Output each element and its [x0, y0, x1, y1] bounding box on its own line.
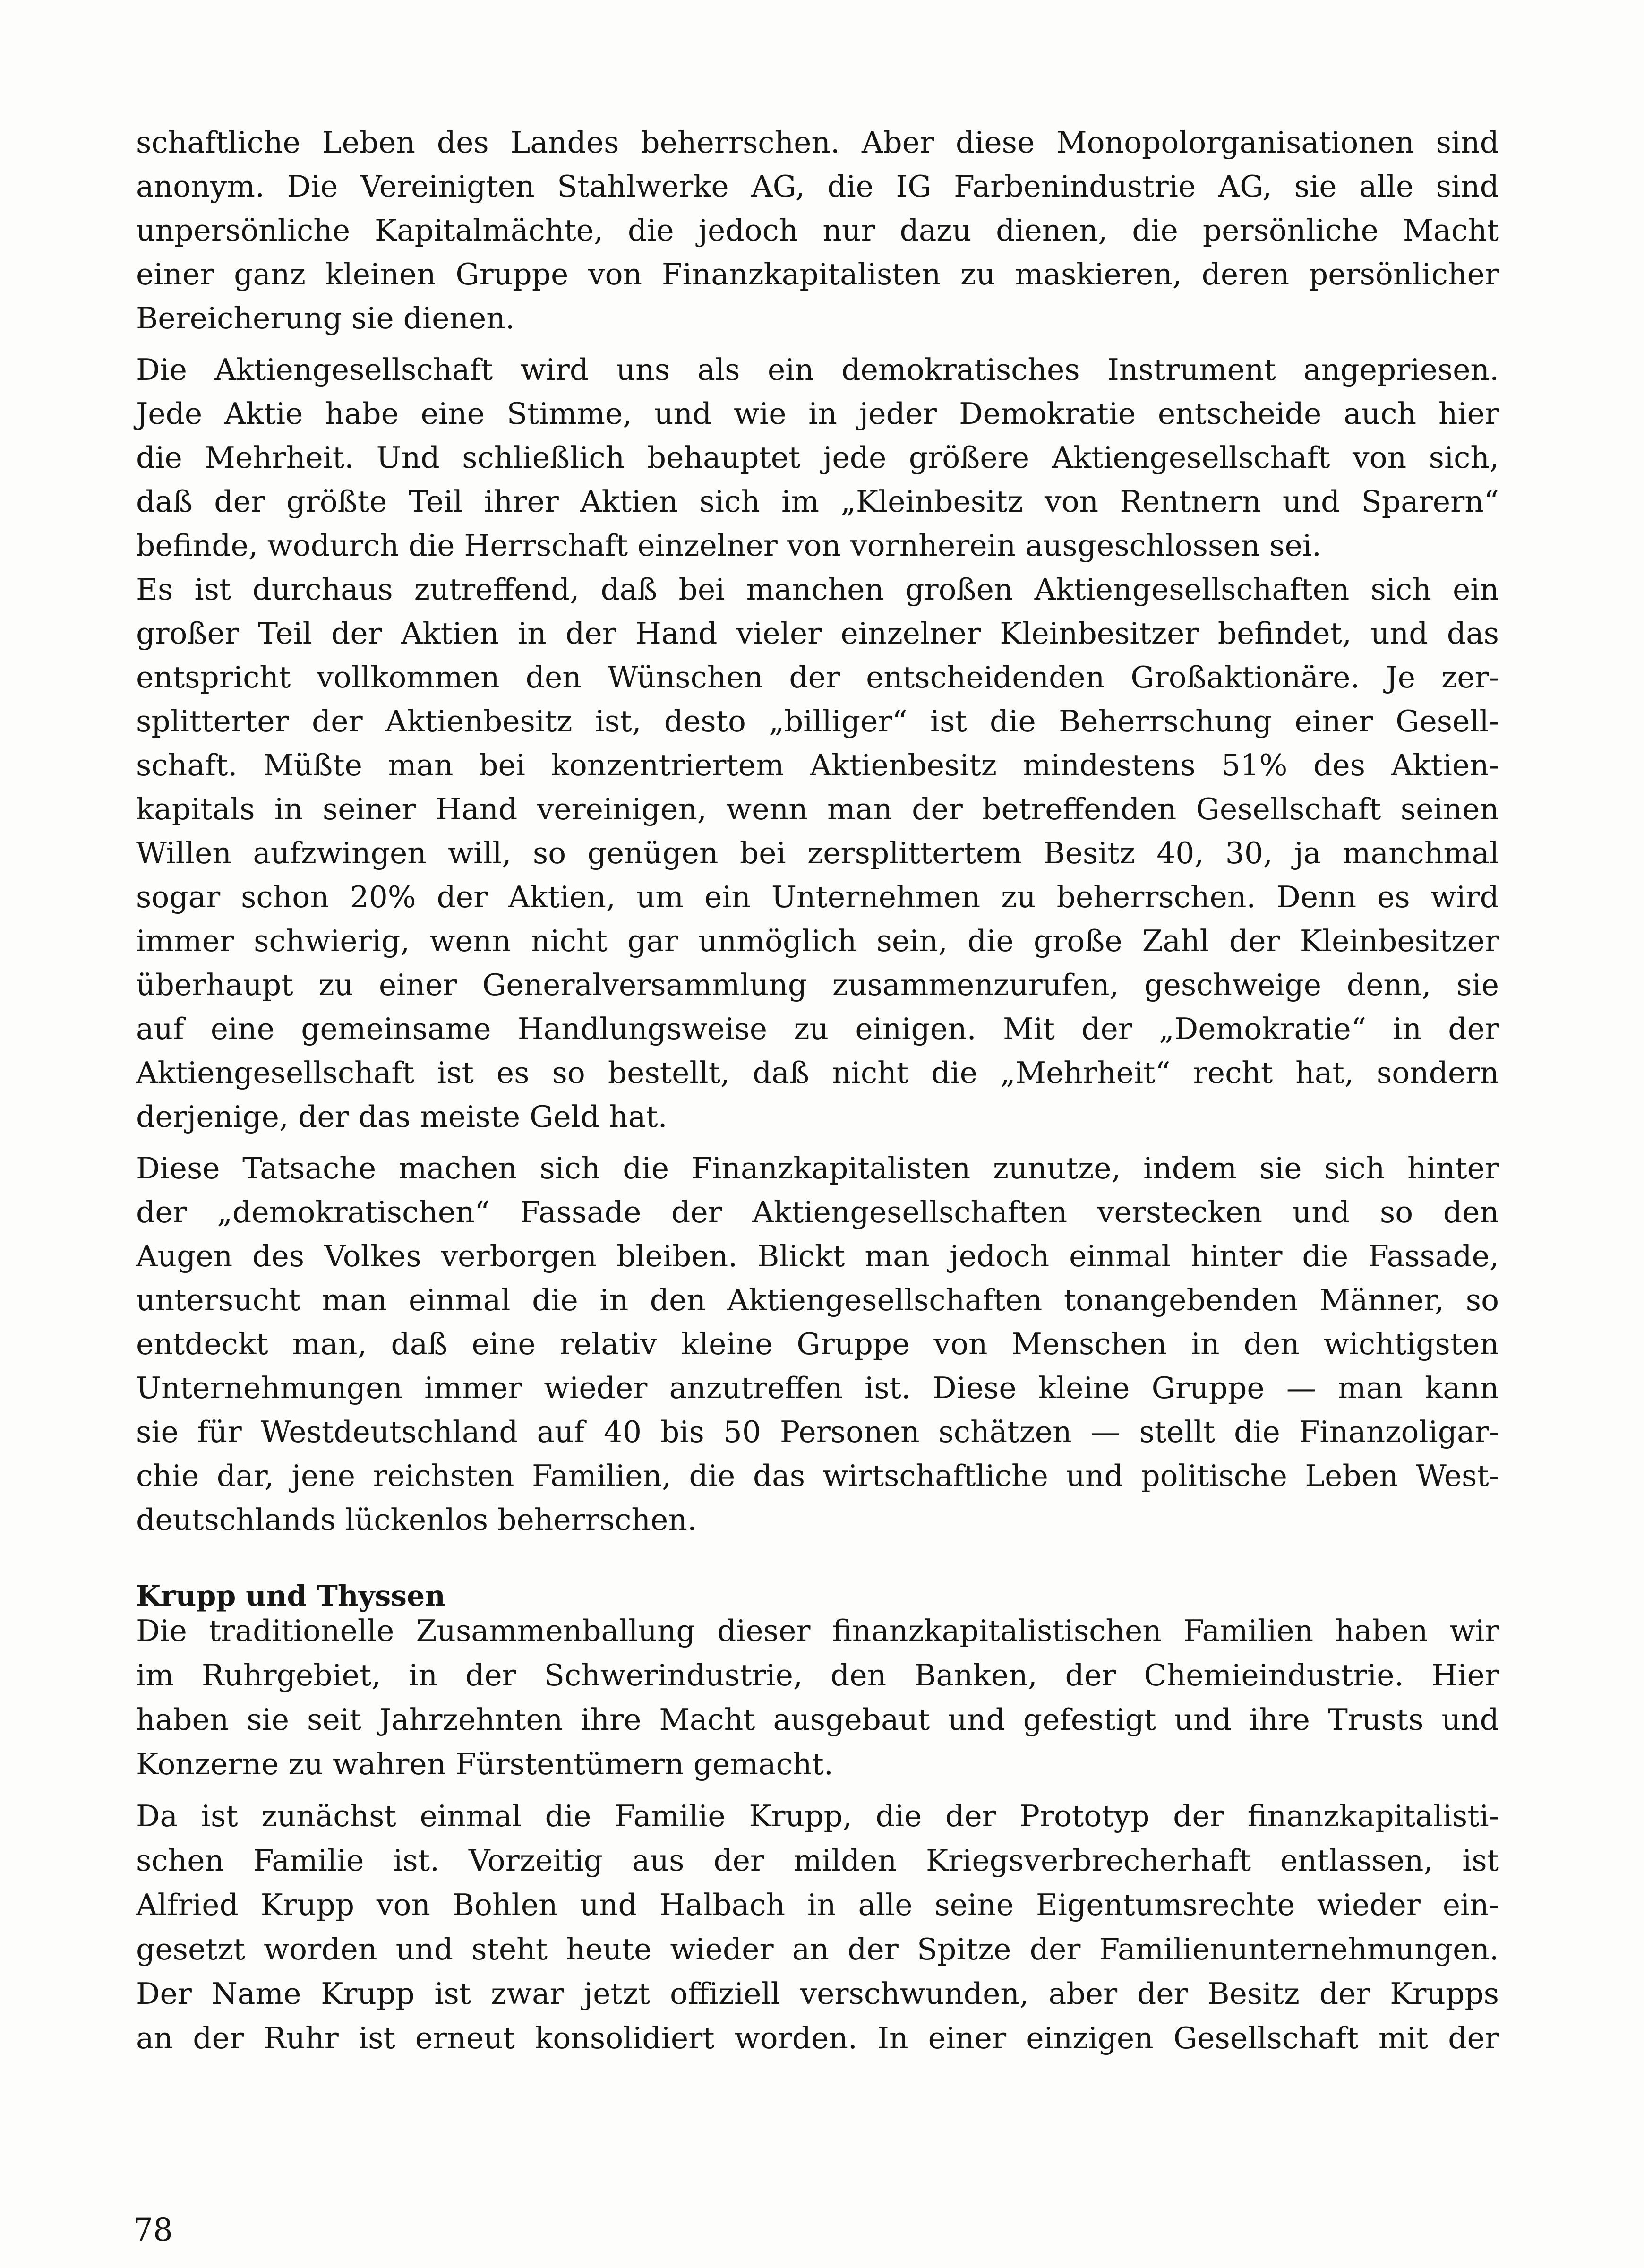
text-line: befinde, wodurch die Herrschaft einzelner von vornherein ausgeschlossen sei. [136, 528, 1321, 563]
text-line: anonym. Die Vereinigten Stahlwerke AG, die IG Farbenindustrie AG, sie alle sind [136, 169, 1499, 204]
text-line: die Mehrheit. Und schließlich behauptet jede größere Aktiengesellschaft von sich, [136, 440, 1499, 475]
body-text-before-heading [136, 120, 1499, 1542]
text-line: schen Familie ist. Vorzeitig aus der milden Kriegsverbrecherhaft entlassen, ist [136, 1843, 1499, 1878]
text-line: derjenige, der das meiste Geld hat. [136, 1100, 668, 1134]
text-line: haben sie seit Jahrzehnten ihre Macht ausgebaut und gefestigt und ihre Trusts und [136, 1702, 1499, 1737]
paragraph-3 [136, 567, 1499, 1139]
text-line: splitterter der Aktienbesitz ist, desto „billiger“ ist die Beherrschung einer Gesell- [136, 704, 1499, 739]
text-line: sogar schon 20% der Aktien, um ein Unternehmen zu beherrschen. Denn es wird [136, 880, 1499, 914]
paragraph-1 [136, 120, 1499, 340]
text-line: kapitals in seiner Hand vereinigen, wenn man der betreffenden Gesellschaft seinen [136, 792, 1499, 826]
text-line: chie dar, jene reichsten Familien, die das wirtschaftliche und politische Leben West- [136, 1459, 1499, 1493]
text-line: sie für Westdeutschland auf 40 bis 50 Personen schätzen — stellt die Finanzoligar- [136, 1415, 1499, 1449]
text-line: immer schwierig, wenn nicht gar unmöglich sein, die große Zahl der Kleinbesitzer [136, 924, 1499, 958]
body-text-after-heading [136, 1609, 1499, 2061]
paragraph-4 [136, 1146, 1499, 1542]
page-number: 78 [133, 2212, 173, 2248]
text-line: im Ruhrgebiet, in der Schwerindustrie, den Banken, der Chemieindustrie. Hier [136, 1658, 1499, 1692]
text-line: Jede Aktie habe eine Stimme, und wie in jeder Demokratie entscheide auch hier [136, 396, 1499, 431]
text-line: Diese Tatsache machen sich die Finanzkapitalisten zunutze, indem sie sich hinter [136, 1151, 1499, 1186]
text-line: Die Aktiengesellschaft wird uns als ein demokratisches Instrument angepriesen. [136, 352, 1499, 387]
paragraph-2 [136, 348, 1499, 567]
text-line: Willen aufzwingen will, so genügen bei zersplittertem Besitz 40, 30, ja manchmal [136, 836, 1499, 870]
text-line: gesetzt worden und steht heute wieder an der Spitze der Familienunternehmungen. [136, 1932, 1499, 1967]
text-line: Der Name Krupp ist zwar jetzt offiziell verschwunden, aber der Besitz der Krupps [136, 1976, 1499, 2011]
paragraph-6 [136, 1794, 1499, 2061]
text-line: überhaupt zu einer Generalversammlung zusammenzurufen, geschweige denn, sie [136, 968, 1499, 1002]
text-line: der „demokratischen“ Fassade der Aktiengesellschaften verstecken und so den [136, 1195, 1499, 1229]
text-line: schaft. Müßte man bei konzentriertem Aktienbesitz mindestens 51% des Aktien- [136, 748, 1499, 782]
text-line: entspricht vollkommen den Wünschen der entscheidenden Großaktionäre. Je zer- [136, 660, 1499, 695]
text-line: Augen des Volkes verborgen bleiben. Blickt man jedoch einmal hinter die Fassade, [136, 1239, 1499, 1273]
text-line: untersucht man einmal die in den Aktiengesellschaften tonangebenden Männer, so [136, 1283, 1499, 1317]
text-line: großer Teil der Aktien in der Hand vieler einzelner Kleinbesitzer befindet, und das [136, 616, 1499, 651]
text-line: Die traditionelle Zusammenballung dieser finanzkapitalistischen Familien haben wir [136, 1614, 1499, 1648]
text-line: Unternehmungen immer wieder anzutreffen ist. Diese kleine Gruppe — man kann [136, 1371, 1499, 1405]
text-line: Bereicherung sie dienen. [136, 301, 515, 335]
text-line: schaftliche Leben des Landes beherrschen. Aber diese Monopolorganisationen sind [136, 125, 1499, 160]
text-line: an der Ruhr ist erneut konsolidiert worden. In einer einzigen Gesellschaft mit der [136, 2021, 1499, 2055]
text-line: auf eine gemeinsame Handlungsweise zu einigen. Mit der „Demokratie“ in der [136, 1012, 1499, 1046]
text-line: entdeckt man, daß eine relativ kleine Gruppe von Menschen in den wichtigsten [136, 1327, 1499, 1361]
text-line: Konzerne zu wahren Fürstentümern gemacht. [136, 1747, 833, 1781]
text-line: Aktiengesellschaft ist es so bestellt, daß nicht die „Mehrheit“ recht hat, sondern [136, 1056, 1499, 1090]
text-line: Da ist zunächst einmal die Familie Krupp, die der Prototyp der finanzkapitalisti- [136, 1799, 1499, 1833]
text-line: einer ganz kleinen Gruppe von Finanzkapitalisten zu maskieren, deren persönlicher [136, 257, 1499, 292]
paragraph-5 [136, 1609, 1499, 1787]
text-line: daß der größte Teil ihrer Aktien sich im „Kleinbesitz von Rentnern und Sparern“ [136, 484, 1499, 519]
text-line: Es ist durchaus zutreffend, daß bei manchen großen Aktiengesellschaften sich ein [136, 572, 1499, 607]
section-heading: Krupp und Thyssen [136, 1580, 445, 1613]
text-line: unpersönliche Kapitalmächte, die jedoch nur dazu dienen, die persönliche Macht [136, 213, 1499, 248]
text-line: deutschlands lückenlos beherrschen. [136, 1503, 697, 1537]
text-line: Alfried Krupp von Bohlen und Halbach in alle seine Eigentumsrechte wieder ein- [136, 1888, 1499, 1922]
